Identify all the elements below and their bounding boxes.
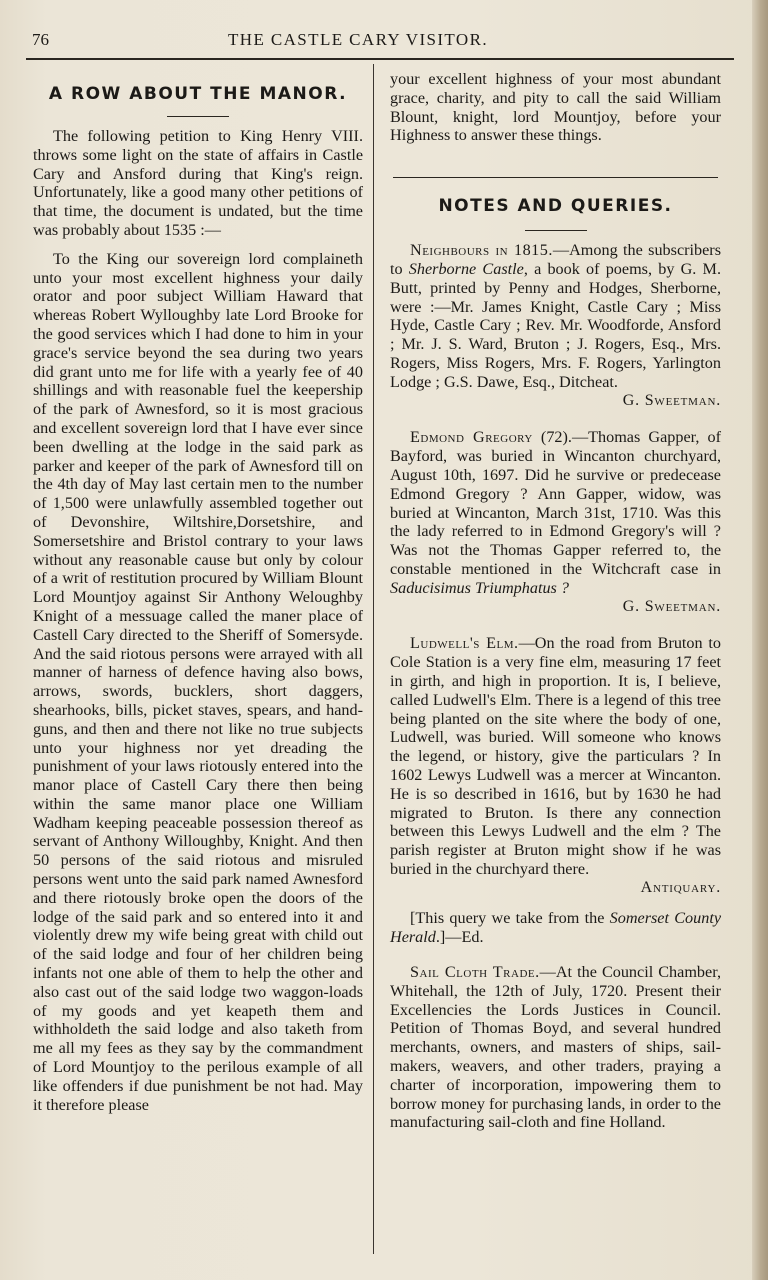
book-spine-edge <box>752 0 768 1280</box>
section-rule <box>393 177 718 178</box>
note-signature: G. Sweetman. <box>622 597 721 615</box>
article-title: A ROW ABOUT THE MANOR. <box>48 84 348 104</box>
note-italic: Saducisimus Triumphatus ? <box>390 578 569 597</box>
running-title: THE CASTLE CARY VISITOR. <box>228 30 488 49</box>
column-divider <box>373 64 374 1254</box>
note-sail-cloth <box>390 963 721 1132</box>
editor-note-italic: Somerset County Herald <box>390 909 721 947</box>
editor-note <box>390 909 721 947</box>
right-column <box>390 70 721 1132</box>
note-text: —Among the subscribers to <box>390 241 721 278</box>
note-edmond-gregory <box>390 428 721 597</box>
title-rule <box>167 116 229 117</box>
page-number: 76 <box>32 30 49 49</box>
note-heading: Neighbours in 1815. <box>410 241 553 260</box>
note-text: —On the road from Bruton to Cole Station is a very fine elm, measuring 17 feet in girth, and high in proportion. It is, I believe, called Ludwell's Elm. There is a legend of this tree being planted on the site where the body of one, Ludwell, was buried. Will someone who knows the legend, or history, give the particulars ? In 1602 Lewys Ludwell was a mercer at Wincanton. He is so described in 1616, but by 1630 he had migrated to Bruton. Is there any connection between this Lewys Ludwell and the elm ? The parish register at Bruton might show if he was buried in the churchyard there. <box>390 634 721 878</box>
page-header <box>0 26 768 60</box>
header-rule <box>26 58 734 60</box>
note-signature: G. Sweetman. <box>622 391 721 409</box>
editor-note-text: [This query we take from the <box>410 909 610 928</box>
article-intro: The following petition to King Henry VIII. throws some light on the state of affairs in Castle Cary and Ansford during that King's reign. Unfortunately, like a good many other petitions of that time, the document is undated, but the time was probably about 1535 :— <box>33 127 363 239</box>
note-neighbours <box>390 241 721 391</box>
note-heading: Sail Cloth Trade. <box>410 963 540 982</box>
note-text: —At the Council Chamber, Whitehall, the 12th of July, 1720. Present their Excellencies the Lords Justices in Council. Petition of Thomas Boyd, and several hundred merchants, owners, and masters of ships, sail-makers, weavers, and other traders, praying a charter of incorporation, impowering them to borrow money for purchasing lands, in order to the manufacturing sail-cloth and fine Holland. <box>390 963 721 1132</box>
notes-title-rule <box>525 230 587 231</box>
note-italic: Sherborne Castle <box>408 259 524 278</box>
note-text: (72).—Thomas Gapper, of Bayford, was buried in Wincanton churchyard, August 10th, 1697. Did he survive or predecease Edmond Gregory ? Ann Gapper, widow, was buried at Wincanton, March 31st, 1710. Was this the lady referred to in Edmond Gregory's will ? Was not the Thomas Gapper referred to, the constable mentioned in the Witchcraft case in <box>390 428 721 578</box>
note-signature: Antiquary. <box>640 878 721 896</box>
note-heading: Edmond Gregory <box>410 428 533 447</box>
note-heading: Ludwell's Elm. <box>410 634 519 653</box>
petition-continuation: your excellent highness of your most abundant grace, charity, and pity to call the said William Blount, knight, lord Mountjoy, before your Highness to answer these things. <box>390 70 721 145</box>
petition-text: To the King our sovereign lord complaineth unto your most excellent highness your daily orator and poor subject William Haward that whereas Robert Wylloughby late Lord Brooke for the good services which I had done to him in your grace's service beyond the sea during two years did grant unto me for life with a yearly fee of 40 shillings and with reasonable fuel the keepership of the park of Awnesford, so it is most gracious and excellent sovereign lord that I have ever since been dwelling at the lodge in the said park as parker and keeper of the park of Awnesford till on the 4th day of May last certain men to the number of 1,500 were unlawfully assembled together out of Devonshire, Wiltshire,Dorsetshire, and Somersetshire and Bristol contrary to your laws without any reasonable cause but only by colour of a writ of restitution procured by William Blount Lord Mountjoy against Sir Anthony Weloughby Knight of a messuage called the maner place of Castell Cary directed to the Sheriff of Somersyde. And the said riotous persons were arrayed with all manner of harness of defence having also bows, arrows, swords, bucklers, short daggers, shearhooks, bills, picket staves, spears, and hand-guns, and then and there not like no true subjects unto your highness nor yet dreading the punishment of your laws riotously entered into the manor place of Castell Cary there then being within the same manor place one William Wadham keeping peaceable possession thereof as servant of Anthony Willoughby, Knight. And then 50 persons of the said riotous and misruled persons went unto the said park named Awnesford and there riotously broke open the doors of the lodge of the said park and so entered into it and violently drew my wife being great with child out of the said lodge and four of her children being infants not one able of them to help the other and also cast out of the said lodge two waggon-loads of my goods and yet keapeth them and withholdeth the said lodge and also taketh from me all my fees as they say by the commandment of Lord Mountjoy to the perilous example of all like offenders if due punishment be not had. May it therefore please <box>33 249 363 1114</box>
editor-note-text: .]—Ed. <box>435 928 484 947</box>
note-ludwells-elm <box>390 634 721 878</box>
left-column <box>33 70 363 1114</box>
note-text: , a book of poems, by G. M. Butt, printed by Penny and Hodges, Sherborne, were :—Mr. James Knight, Castle Cary ; Miss Hyde, Castle Cary ; Rev. Mr. Woodforde, Ansford ; Mr. J. S. Ward, Bruton ; J. Rogers, Esq., Mrs. Rogers, Miss Rogers, Mrs. F. Rogers, Yarlington Lodge ; G.S. Dawe, Esq., Ditcheat. <box>390 259 721 391</box>
notes-title: NOTES AND QUERIES. <box>438 196 673 217</box>
